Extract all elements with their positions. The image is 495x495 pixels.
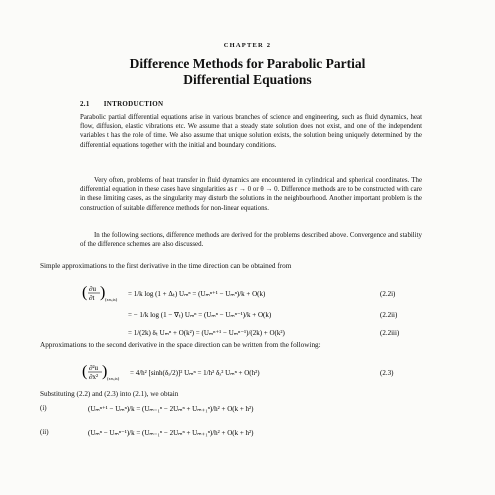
eq-2-3-lhs-bottom: ∂x² (89, 373, 99, 381)
eq-2-3-label: (2.3) (380, 369, 394, 377)
paragraph-3: In the following sections, difference methods are derived for the problems described above. Convergence and stability of the difference schemes are also discussed. (80, 232, 422, 249)
scheme-i-equation (80, 400, 420, 416)
chapter-label: CHAPTER 2 (223, 42, 272, 49)
scheme-i-text: (Uₘⁿ⁺¹ − Uₘⁿ)/k = (Uₘ₋₁ⁿ − 2Uₘⁿ + Uₘ₊₁ⁿ)/h² + O(k + h²) (88, 405, 254, 413)
svg-text:(: ( (82, 284, 88, 301)
eq-2-2i-lhs-sub: (xₘ,tₙ) (105, 297, 118, 302)
eq-2-2i-rhs: = 1/k log (1 + Δₜ) Uₘⁿ = (Uₘⁿ⁺¹ − Uₘⁿ)/k + O(k) (128, 290, 266, 298)
equation-2-2i (80, 282, 420, 304)
section-title: INTRODUCTION (103, 100, 164, 108)
equation-2-2ii (80, 306, 420, 322)
section-heading (80, 100, 163, 108)
scheme-ii-text: (Uₘⁿ − Uₘⁿ⁻¹)/k = (Uₘ₋₁ⁿ − 2Uₘⁿ + Uₘ₊₁ⁿ)/h² + O(k + h²) (88, 429, 254, 437)
eq-2-2i-lhs-bottom: ∂t (89, 294, 95, 302)
scheme-ii-equation (80, 424, 420, 440)
eq-2-2ii-rhs: = − 1/k log (1 − ∇ₜ) Uₘⁿ = (Uₘⁿ − Uₘⁿ⁻¹)/k + O(k) (128, 311, 272, 319)
svg-text:): ) (102, 363, 108, 380)
eq-2-3-rhs: = 4/h² [sinh(δₓ/2)]² Uₘⁿ = 1/h² δₓ² Uₘⁿ + O(h²) (130, 369, 260, 377)
paragraph-1: Parabolic partial differential equations arise in various branches of science and engineering, such as fluid dynamics, heat flow, diffusion, elastic vibrations etc. We assume that a steady state solution does not exist, and one of the independent variables t has the role of time. We also assume that unique solution exists, the solution being uniquely determined by the differential equations together with the initial and boundary conditions. (80, 114, 422, 149)
eq-2-3-lhs-top: ∂²u (89, 364, 99, 372)
equation-2-3 (80, 361, 420, 383)
eq-2-2ii-label: (2.2ii) (380, 311, 398, 319)
eq-2-2iii-label: (2.2iii) (380, 329, 400, 337)
eq-2-2i-lhs-top: ∂u (89, 285, 96, 293)
paragraph-2: Very often, problems of heat transfer in fluid dynamics are encountered in cylindrical and spherical coordinates. The differential equation in these cases have singularities as r → 0 or θ → 0. Difference methods are to be constructed with care in these limiting cases, as the singularity may disturb the solutions in the neighbourhood. Another important problem is the construction of suitable difference methods for non-linear equations. (80, 177, 422, 212)
lead-text-first-derivative: Simple approximations to the first derivative in the time direction can be obtained from (40, 262, 292, 270)
svg-text:): ) (100, 284, 106, 301)
equation-2-2iii (80, 324, 420, 340)
chapter-title-line-2: Differential Equations (183, 72, 312, 87)
chapter-title (60, 56, 435, 88)
lead-text-substitution: Substituting (2.2) and (2.3) into (2.1), we obtain (40, 390, 179, 398)
eq-2-3-lhs-sub: (xₘ,tₙ) (107, 376, 120, 381)
section-number: 2.1 (80, 100, 90, 108)
svg-text:(: ( (82, 363, 88, 380)
chapter-title-line-1: Difference Methods for Parabolic Partial (129, 56, 366, 71)
lead-text-second-derivative: Approximations to the second derivative in the space direction can be written from the following: (40, 341, 321, 349)
scheme-ii-label: (ii) (40, 428, 49, 436)
eq-2-2i-label: (2.2i) (380, 290, 396, 298)
scheme-i-label: (i) (40, 404, 47, 412)
eq-2-2iii-rhs: = 1/(2k) δₜ Uₘⁿ + O(k²) = (Uₘⁿ⁺¹ − Uₘⁿ⁻¹)/(2k) + O(k²) (128, 329, 285, 337)
